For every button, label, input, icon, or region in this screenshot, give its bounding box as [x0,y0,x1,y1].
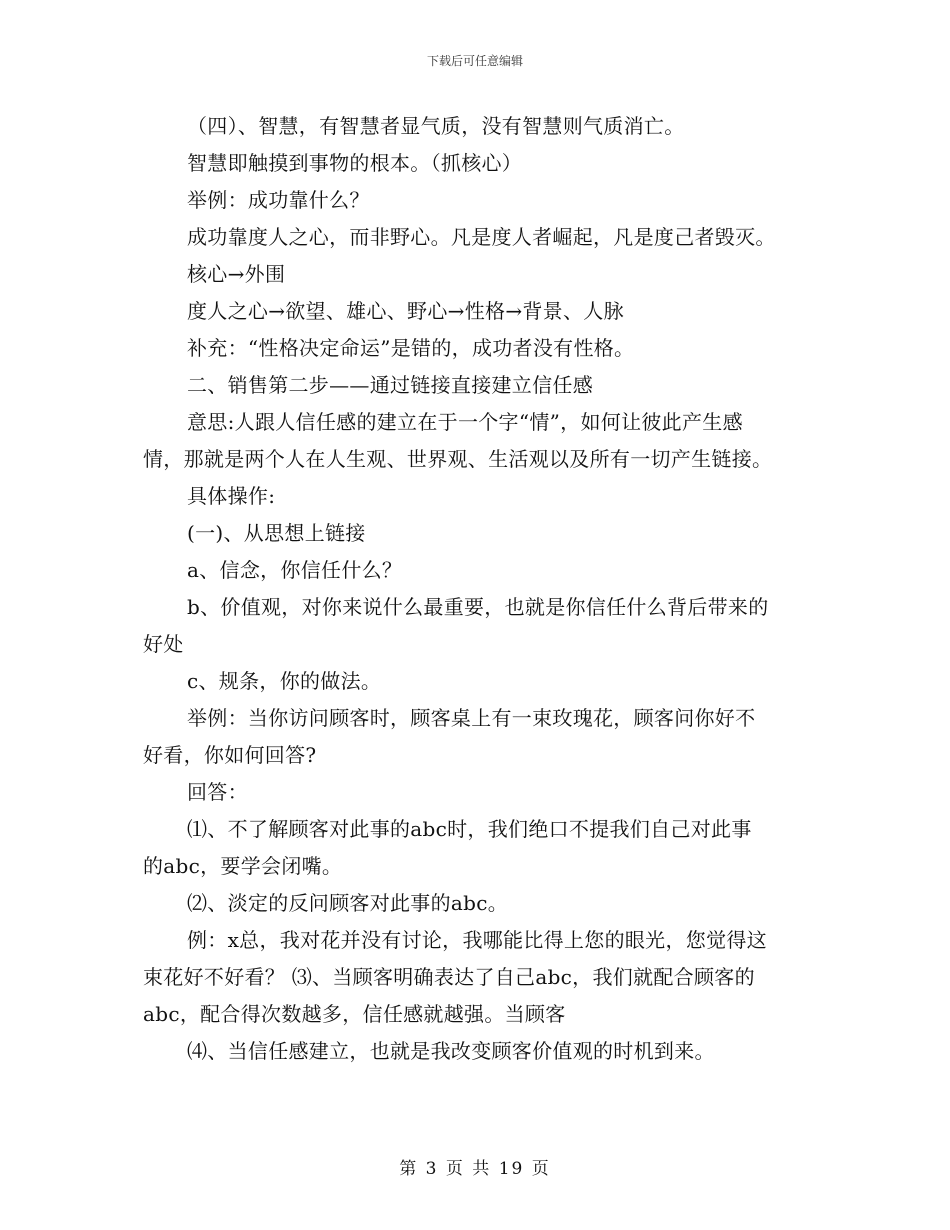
paragraph-line: 成功靠度人之心，而非野心。凡是度人者崛起，凡是度己者毁灭。 [187,225,776,249]
paragraph-line: 智慧即触摸到事物的根本。（抓核心） [187,151,523,175]
paragraph-line: 度人之心→欲望、雄心、野心→性格→背景、人脉 [187,299,624,323]
paragraph-line: 好处 [143,632,184,656]
paragraph-line: a、信念，你信任什么？ [187,558,403,582]
paragraph-line: ⑵、淡定的反问顾客对此事的abc。 [187,891,509,915]
paragraph-line: 补充：“性格决定命运”是错的，成功者没有性格。 [187,336,635,360]
paragraph-line: c、规条，你的做法。 [187,669,382,693]
paragraph-line: （四）、智慧，有智慧者显气质，没有智慧则气质消亡。 [187,114,685,138]
paragraph-line: 好看，你如何回答? [143,743,317,767]
paragraph-line: ⑷、当信任感建立，也就是我改变顾客价值观的时机到来。 [187,1039,715,1063]
paragraph-line: 核心→外围 [187,262,286,286]
paragraph-line: 举例：当你访问顾客时，顾客桌上有一束玫瑰花，顾客问你好不 [187,706,756,730]
paragraph-line: 回答： [187,780,248,804]
paragraph-line: (一)、从思想上链接 [187,521,366,545]
paragraph-line: 具体操作: [187,484,276,508]
paragraph-line: abc，配合得次数越多，信任感就越强。当顾客 [143,1002,566,1026]
paragraph-line: 情，那就是两个人在人生观、世界观、生活观以及所有一切产生链接。 [143,447,773,471]
paragraph-line: 意思:人跟人信任感的建立在于一个字“情”，如何让彼此产生感 [187,410,743,434]
section-heading: 二、销售第二步——通过链接直接建立信任感 [187,373,593,397]
paragraph-line: 举例：成功靠什么？ [187,188,370,212]
paragraph-line: ⑴、不了解顾客对此事的abc时，我们绝口不提我们自己对此事 [187,817,752,841]
document-body [143,108,813,1070]
page-header: 下载后可任意编辑 [426,54,523,68]
paragraph-line: 例：x总，我对花并没有讨论，我哪能比得上您的眼光，您觉得这 [187,928,767,952]
paragraph-line: 的abc，要学会闭嘴。 [143,854,343,878]
paragraph-line: 束花好不好看？ ⑶、当顾客明确表达了自己abc，我们就配合顾客的 [143,965,755,989]
page-number-footer: 第 3 页 共 19 页 [399,1159,551,1179]
paragraph-line: b、价值观，对你来说什么最重要，也就是你信任什么背后带来的 [187,595,769,619]
